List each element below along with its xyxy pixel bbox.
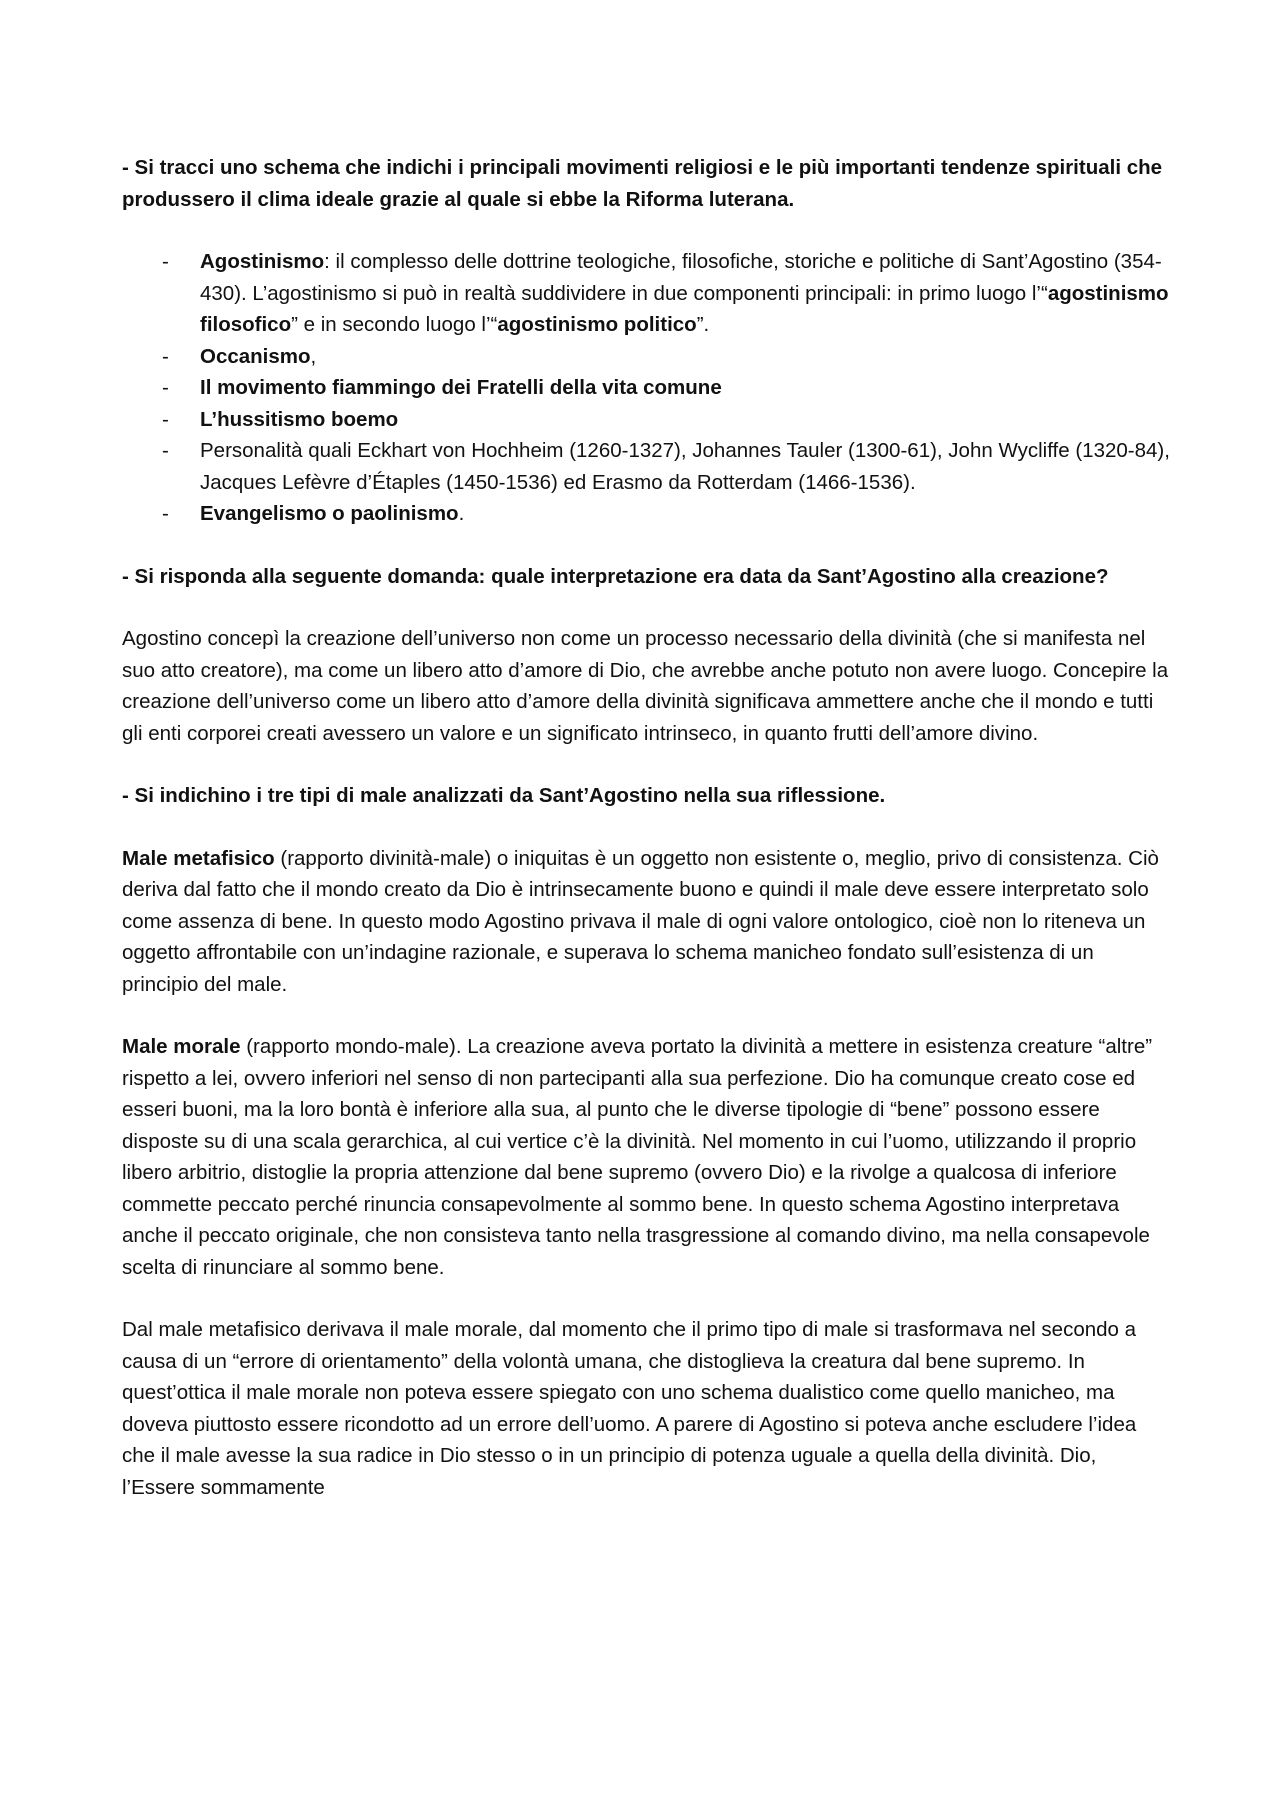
question-2: - Si risponda alla seguente domanda: quale interpretazione era data da Sant’Agostino alla creazione? [122, 564, 1109, 588]
item-text: Personalità quali Eckhart von Hochheim (1260-1327), Johannes Tauler (1300-61), John Wycliffe (1320-84), Jacques Lefèvre d’Étaples (1450-1536) ed Erasmo da Rotterdam (1466-1536). [200, 439, 1170, 494]
paragraph-conclusione: Dal male metafisico derivava il male morale, dal momento che il primo tipo di male si trasformava nel secondo a causa di un “errore di orientamento” della volontà umana, che distoglieva la creatura dal bene supremo. In quest’ottica il male morale non poteva essere spiegato con uno schema dualistico come quello manicheo, ma doveva piuttosto essere ricondotto ad un errore dell’uomo. A parere di Agostino si poteva anche escludere l’idea che il male avesse la sua radice in Dio stesso o in un principio di potenza uguale a quella della divinità. Dio, l’Essere sommamente [122, 1318, 1137, 1499]
list-item-fratelli [122, 372, 1172, 404]
list-item-agostinismo [122, 246, 1172, 341]
list-item-hussitismo [122, 404, 1172, 436]
movements-list [122, 246, 1172, 530]
document-page [122, 152, 1172, 1534]
list-dash: - [162, 439, 169, 462]
list-item-personalita [122, 435, 1172, 498]
item-text: : il complesso delle dottrine teologiche, filosofiche, storiche e politiche di Sant’Agostino (354-430). L’agostinismo si può in realtà suddividere in due componenti principali: in primo luogo l’“ [200, 250, 1162, 305]
bold-term: agostinismo politico [497, 313, 697, 336]
list-dash: - [162, 250, 169, 273]
item-text: . [458, 502, 465, 525]
bold-term: Evangelismo o paolinismo [200, 502, 459, 525]
list-dash: - [162, 407, 169, 431]
list-item-occanismo [122, 341, 1172, 373]
paragraph-male-morale [122, 1031, 1172, 1283]
bold-term: Agostinismo [200, 250, 325, 273]
paragraph-text: (rapporto mondo-male). La creazione aveva portato la divinità a mettere in esistenza creature “altre” rispetto a lei, ovvero inferiori nel senso di non partecipanti alla sua perfezione. Dio ha comunque creato cose ed esseri buoni, ma la loro bontà è inferiore alla sua, al punto che le diverse tipologie di “bene” possono essere disposte su di una scala gerarchica, al cui vertice c’è la divinità. Nel momento in cui l’uomo, utilizzando il proprio libero arbitrio, distoglie la propria attenzione dal bene supremo (ovvero Dio) e la rivolge a qualcosa di inferiore commette peccato perché rinuncia consapevolmente al sommo bene. In questo schema Agostino interpretava anche il peccato originale, che non consisteva tanto nella trasgressione al comando divino, ma nella consapevole scelta di rinunciare al sommo bene. [122, 1035, 1153, 1279]
bold-term: Occanismo [200, 344, 311, 368]
item-text: ”. [696, 313, 710, 336]
paragraph-text: (rapporto divinità-male) o iniquitas è un oggetto non esistente o, meglio, privo di consistenza. Ciò deriva dal fatto che il mondo creato da Dio è intrinsecamente buono e quindi il male deve essere interpretato solo come assenza di bene. In questo modo Agostino privava il male di ogni valore ontologico, cioè non lo riteneva un oggetto affrontabile con un’indagine razionale, e superava lo schema manicheo fondato sull’esistenza di un principio del male. [122, 846, 1159, 996]
bold-term: Male metafisico [122, 846, 275, 870]
list-item-evangelismo [122, 498, 1172, 530]
list-dash: - [162, 344, 169, 368]
item-text: ” e in secondo luogo l’“ [291, 313, 498, 336]
bold-term: L’hussitismo boemo [200, 407, 399, 431]
bold-term: Il movimento fiammingo dei Fratelli della vita comune [200, 376, 722, 399]
list-dash: - [162, 376, 169, 399]
question-3: - Si indichino i tre tipi di male analizzati da Sant’Agostino nella sua riflessione. [122, 784, 886, 807]
paragraph-creazione: Agostino concepì la creazione dell’universo non come un processo necessario della divinità (che si manifesta nel suo atto creatore), ma come un libero atto d’amore di Dio, che avrebbe anche potuto non avere luogo. Concepire la creazione dell’universo come un libero atto d’amore della divinità significava ammettere anche che il mondo e tutti gli enti corporei creati avessero un valore e un significato intrinseco, in quanto frutti dell’amore divino. [122, 627, 1169, 745]
item-text: , [310, 344, 317, 368]
bold-term: agostinismo filosofico [200, 281, 1169, 336]
list-dash: - [162, 502, 169, 525]
question-1: - Si tracci uno schema che indichi i principali movimenti religiosi e le più importanti tendenze spirituali che produssero il clima ideale grazie al quale si ebbe la Riforma luterana. [122, 156, 1163, 211]
paragraph-male-metafisico [122, 843, 1172, 1001]
bold-term: Male morale [122, 1035, 241, 1058]
